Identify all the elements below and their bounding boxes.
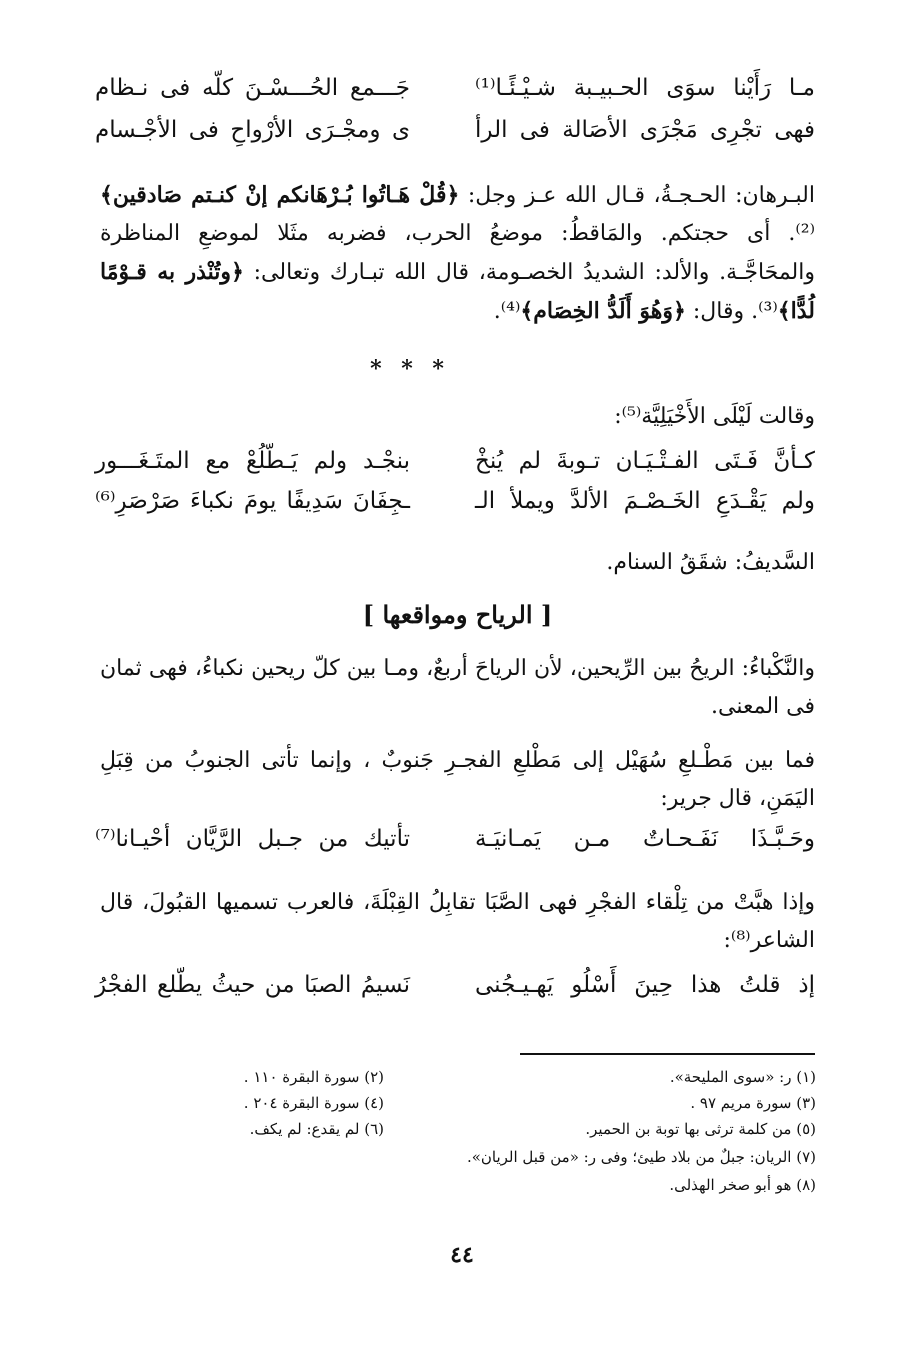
footnote: (٢) سورة البقرة ١١٠ .: [243, 1068, 384, 1086]
page-number: ٤٤: [450, 1242, 474, 1268]
footnote: (٥) من كلمة ترثى بها توبة بن الحمير.: [585, 1120, 816, 1138]
footnote: (٧) الريان: جبلٌ من بلاد طيئ؛ وفى ر: «من قبل الريان».: [466, 1148, 816, 1166]
footnote: (٣) سورة مريم ٩٧ .: [690, 1094, 816, 1112]
paragraph-burhan: [100, 176, 815, 331]
paragraph-janub: فما بين مَطْـلعِ سُهَيْل إلى مَطْلعِ الفجـرِ جَنوبٌ ، وإنما تأتى الجنوبُ من قِبَلِ اليَمَنِ، قال جرير:: [100, 748, 815, 811]
text-segment: ⁽⁴⁾.: [493, 299, 521, 324]
verse-hemistich-first: فهى تجْرِى مَجْرَى الأصَالة فى الرأ: [475, 117, 815, 143]
quran-quote: ﴿وَهُوَ أَلَدُّ الخِصَام﴾: [520, 298, 686, 324]
section-separator: * * *: [370, 356, 450, 382]
verse-line: [95, 488, 815, 528]
verse-hemistich-first: إذ قلتُ هذا حِينَ أَسْلُو يَهـيـجُنى: [475, 972, 815, 998]
verse-hemistich-second: تأتيك من جـبل الرَّيَّان أحْيـانا⁽⁷⁾: [95, 826, 410, 852]
layla-intro: وقالت لَيْلَى الأَخْيَلِيَّة⁽⁵⁾:: [614, 404, 815, 429]
footnote: (٨) هو أبو صخر الهذلى.: [669, 1176, 816, 1194]
section-heading: [ الرياح ومواقعها ]: [362, 600, 553, 629]
text-segment: ⁽³⁾. وقال:: [685, 299, 778, 324]
verse-hemistich-second: ـجِفَانَ سَدِيفًا يومَ نكباءَ صَرْصَرِ⁽⁶⁾: [95, 488, 410, 514]
sadif-definition: السَّديفُ: شقَقُ السنام.: [606, 550, 815, 575]
footnote: (٤) سورة البقرة ٢٠٤ .: [243, 1094, 384, 1112]
verse-hemistich-first: مـا رَأَيْنا سوَى الحـبيـبة شـيْـئًـا⁽¹⁾: [475, 75, 815, 101]
verse-hemistich-second: بنجْـد ولم يَـطّلُعْ مع المتَـغَـــور: [95, 448, 410, 474]
text-segment: ⁽²⁾. أى حجتكم. والمَاقطُ: موضعُ الحرب، فضربه مثَلا لموضعِ المناظرة والمحَاجَّـة. والألد: الشديدُ الخصـومة، قال الله تبـارك وتعالى:: [100, 221, 815, 285]
paragraph-saba: وإذا هبَّتْ من تِلْقاء الفجْرِ فهى الصَّبَا تقابِلُ القِبْلَةَ، فالعرب تسميها القبُولَ، قال الشاعر⁽⁸⁾:: [100, 890, 815, 953]
verse-line: [95, 75, 815, 115]
verse-hemistich-first: ولم يَقْـدَعِ الخَـصْـمَ الألدَّ ويملأ الـ: [475, 488, 815, 514]
verse-hemistich-second: ى ومجْـرَى الأرْواحِ فى الأجْـسام: [95, 117, 410, 143]
text-segment: البـرهان: الحـجـةُ، قـال الله عـز وجل:: [459, 183, 815, 208]
verse-hemistich-first: كـأنَّ فَـتَى الفـتْـيَـان تـوبةَ لم يُنخْ: [475, 448, 815, 474]
footnote: (١) ر: «سوى المليحة».: [669, 1068, 816, 1086]
verse-hemistich-second: نَسيمُ الصبَا من حيثُ يطّلع الفجْرُ: [95, 972, 410, 998]
verse-line: [95, 448, 815, 488]
verse-hemistich-first: وحَـبَّـذَا نَفَـحـاتٌ مـن يَمـانيَـة: [475, 826, 815, 852]
verse-hemistich-second: جَـــمع الحُـــسْـنَ كلّه فى نـظام: [95, 75, 410, 101]
verse-line: [95, 972, 815, 1012]
verse-line: [95, 117, 815, 157]
quran-quote: ﴿قُلْ هَـاتُوا بُـرْهَانكم إنْ كنـتم صَادقين﴾: [100, 182, 460, 208]
footnote: (٦) لم يقدع: لم يكف.: [249, 1120, 384, 1138]
verse-line: [95, 826, 815, 866]
footnote-divider: [520, 1053, 815, 1055]
quran-quote: ﴿وتُنْذر به قـوْمًا لُدًّا﴾: [100, 259, 815, 324]
paragraph-nakba: والنَّكْباءُ: الريحُ بين الرِّيحين، لأن الرياحَ أربعٌ، ومـا بين كلّ ريحين نكباءُ، فهى ثمان فى المعنى.: [100, 656, 815, 719]
